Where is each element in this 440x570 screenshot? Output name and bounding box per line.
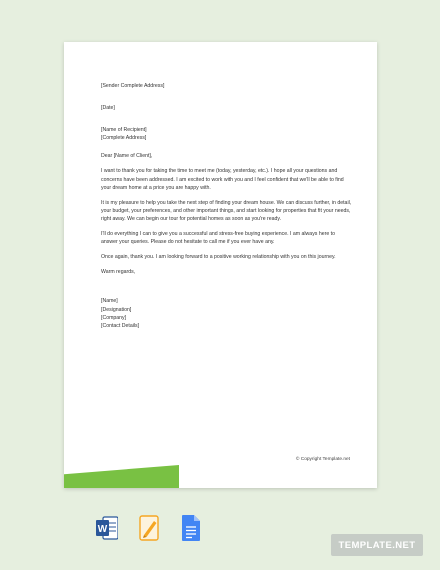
word-icon-letter: W — [97, 524, 108, 535]
template-net-brand[interactable]: TEMPLATE.NET — [331, 534, 423, 556]
closing: Warm regards, — [101, 269, 136, 276]
copyright-text: © Copyright Template.net — [295, 457, 350, 462]
salutation: Dear [Name of Client], — [101, 153, 153, 160]
letter-page — [64, 42, 377, 488]
signature-contact: [Contact Details] — [101, 322, 140, 329]
signature-company: [Company] — [101, 314, 127, 321]
body-paragraph: It is my pleasure to help you take the next step of finding your dream house. We can discuss further, in detail, your budget, your preferences, and other important things, and start looking for properties that fit your needs, right away. We can begin our tour for potential homes as soon as you're ready. — [101, 199, 352, 222]
letter-date: [Date] — [101, 105, 115, 112]
signature-name: [Name] — [101, 298, 118, 305]
decorative-green-band — [64, 465, 179, 488]
sender-address: [Sender Complete Address] — [101, 83, 165, 89]
signature-designation: [Designation] — [101, 306, 132, 313]
app-icons — [96, 514, 202, 542]
letter-body — [101, 82, 353, 330]
google-docs-icon[interactable] — [180, 514, 202, 542]
body-paragraph: I'll do everything I can to give you a successful and stress-free buying experience. I am always here to answer your queries. Please do not hesitate to call me if you ever have any. — [101, 231, 335, 246]
body-paragraph: I want to thank you for taking the time to meet me (today, yesterday, etc.). I hope all your questions and concerns have been addressed. I am excited to work with you and I feel confident that we'll be able to find your dream home at a price you are happy with. — [101, 168, 344, 191]
pages-icon[interactable] — [138, 514, 160, 542]
recipient-name: [Name of Recipient] — [101, 127, 147, 134]
word-icon[interactable] — [96, 514, 118, 542]
recipient-address: [Complete Address] — [101, 135, 147, 142]
body-paragraph: Once again, thank you. I am looking forward to a positive working relationship with you on this journey. — [101, 254, 336, 261]
